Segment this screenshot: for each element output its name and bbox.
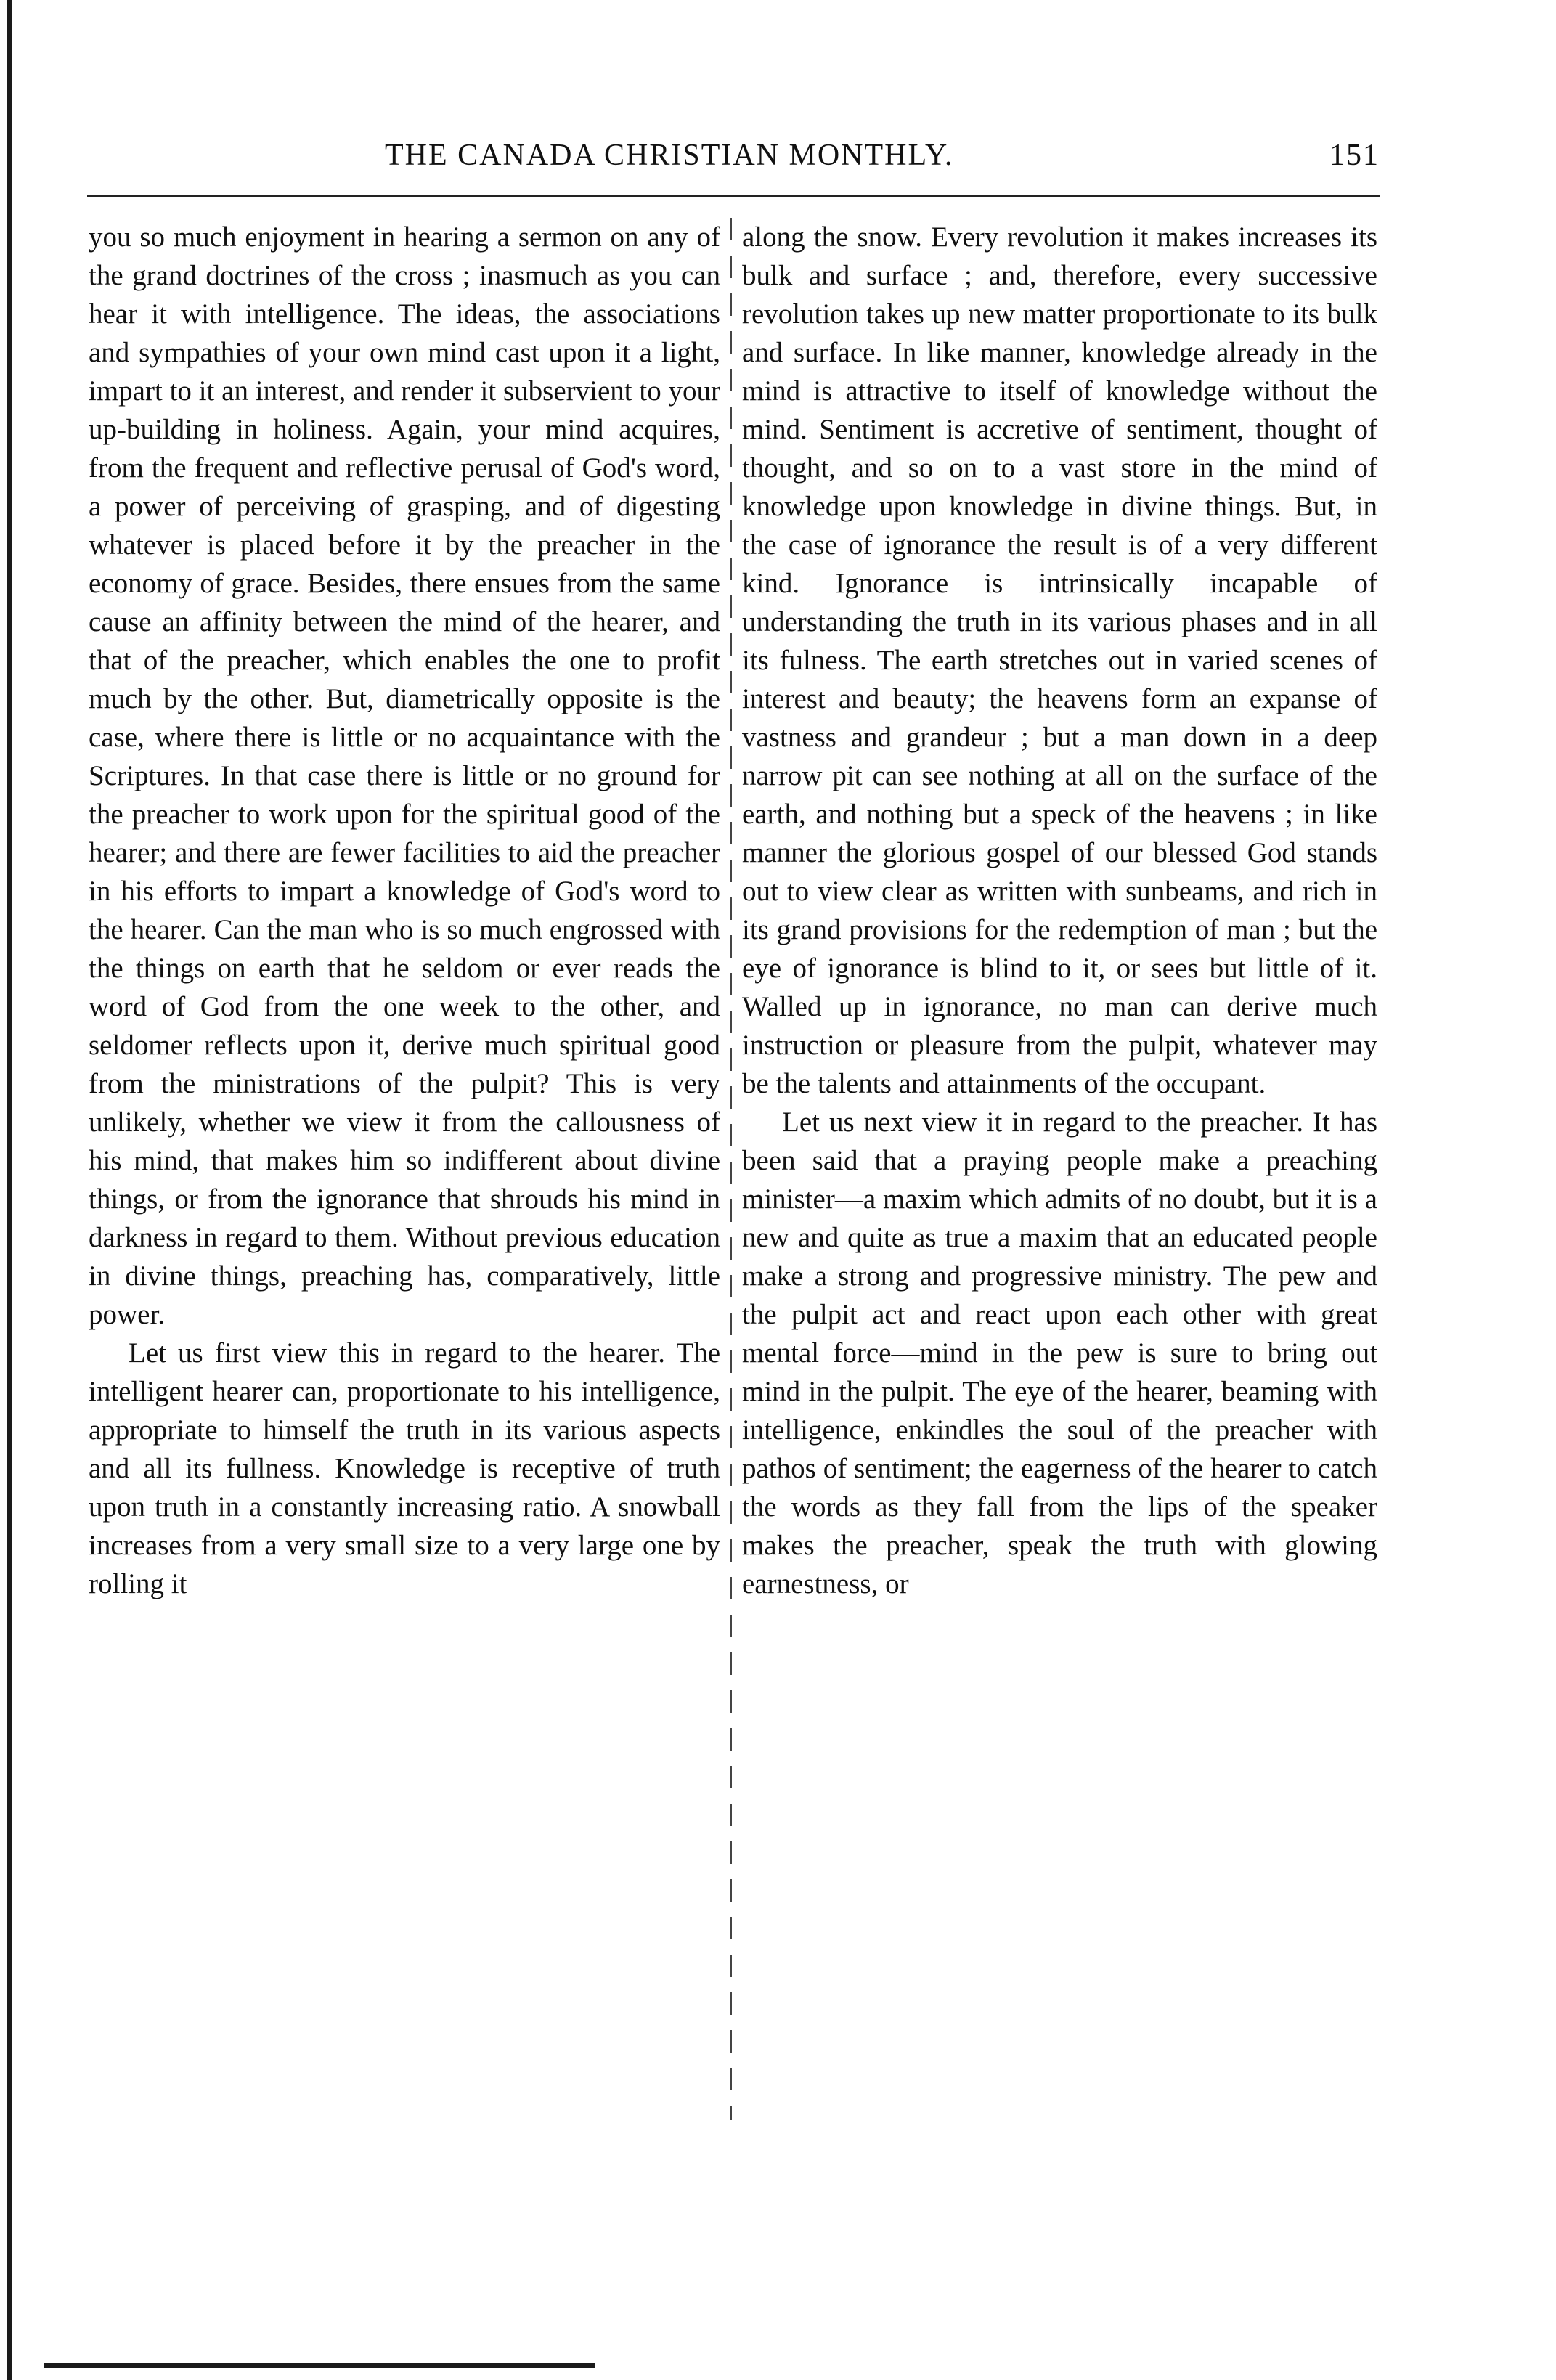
binding-edge: [7, 0, 12, 2380]
page-number: 151: [1329, 139, 1380, 172]
paragraph: along the snow. Every revolution it makes increases its bulk and surface ; and, therefore, every successive revolution takes up new matter proportionate to its bulk and surface. In like manner, knowledge already in the mind is attractive to itself of knowledge without the mind. Sentiment is accretive of sentiment, thought of thought, and so on to a vast store in the mind of knowledge upon knowledge in divine things. But, in the case of ignorance the result is of a very different kind. Ignorance is intrinsically incapable of understanding the truth in its various phases and in all its fulness. The earth stretches out in varied scenes of interest and beauty; the heavens form an expanse of vastness and grandeur ; but a man down in a deep narrow pit can see nothing at all on the surface of the earth, and nothing but a speck of the heavens ; in like manner the glorious gospel of our blessed God stands out to view clear as written with sunbeams, and rich in its grand provisions for the redemption of man ; but the eye of ignorance is blind to it, or sees but little of it. Walled up in ignorance, no man can derive much instruction or pleasure from the pulpit, whatever may be the talents and attainments of the occupant.: [742, 221, 1377, 1099]
journal-title: THE CANADA CHRISTIAN MONTHLY.: [385, 139, 954, 172]
bottom-edge-mark: [44, 2363, 595, 2368]
paragraph: Let us first view this in regard to the hearer. The intelligent hearer can, proportionate to his intelligence, appropriate to himself the truth in its various aspects and all its fullness. Knowledge is receptive of truth upon truth in a constantly increasing ratio. A snowball increases from a very small size to a very large one by rolling it: [89, 1337, 720, 1599]
paragraph: Let us next view it in regard to the preacher. It has been said that a praying people make a preaching minister—a maxim which admits of no doubt, but it is a new and quite as true a maxim that an educated people make a strong and progressive ministry. The pew and the pulpit act and react upon each other with great mental force—mind in the pew is sure to bring out mind in the pulpit. The eye of the hearer, beaming with intelligence, enkindles the soul of the preacher with pathos of sentiment; the eagerness of the hearer to catch the words as they fall from the lips of the speaker makes the preacher, speak the truth with glowing earnestness, or: [742, 1107, 1377, 1599]
header-rule: [87, 195, 1380, 197]
left-column: [89, 218, 720, 2345]
right-column: [742, 218, 1377, 2345]
running-head: [87, 138, 1380, 182]
column-divider: [730, 218, 732, 2120]
paragraph: you so much enjoyment in hearing a sermon on any of the grand doctrines of the cross ; inasmuch as you can hear it with intelligence. The ideas, the associations and sympathies of your own mind cast upon it a light, impart to it an interest, and render it subservient to your up-building in holiness. Again, your mind acquires, from the frequent and reflective perusal of God's word, a power of perceiving of grasping, and of digesting whatever is placed before it by the preacher in the economy of grace. Besides, there ensues from the same cause an affinity between the mind of the hearer, and that of the preacher, which enables the one to profit much by the other. But, diametrically opposite is the case, where there is little or no acquaintance with the Scriptures. In that case there is little or no ground for the preacher to work upon for the spiritual good of the hearer; and there are fewer facilities to aid the preacher in his efforts to impart a knowledge of God's word to the hearer. Can the man who is so much engrossed with the things on earth that he seldom or ever reads the word of God from the one week to the other, and seldomer reflects upon it, derive much spiritual good from the ministrations of the pulpit? This is very unlikely, whether we view it from the callousness of his mind, that makes him so indifferent about divine things, or from the ignorance that shrouds his mind in darkness in regard to them. Without previous education in divine things, preaching has, comparatively, little power.: [89, 221, 720, 1330]
